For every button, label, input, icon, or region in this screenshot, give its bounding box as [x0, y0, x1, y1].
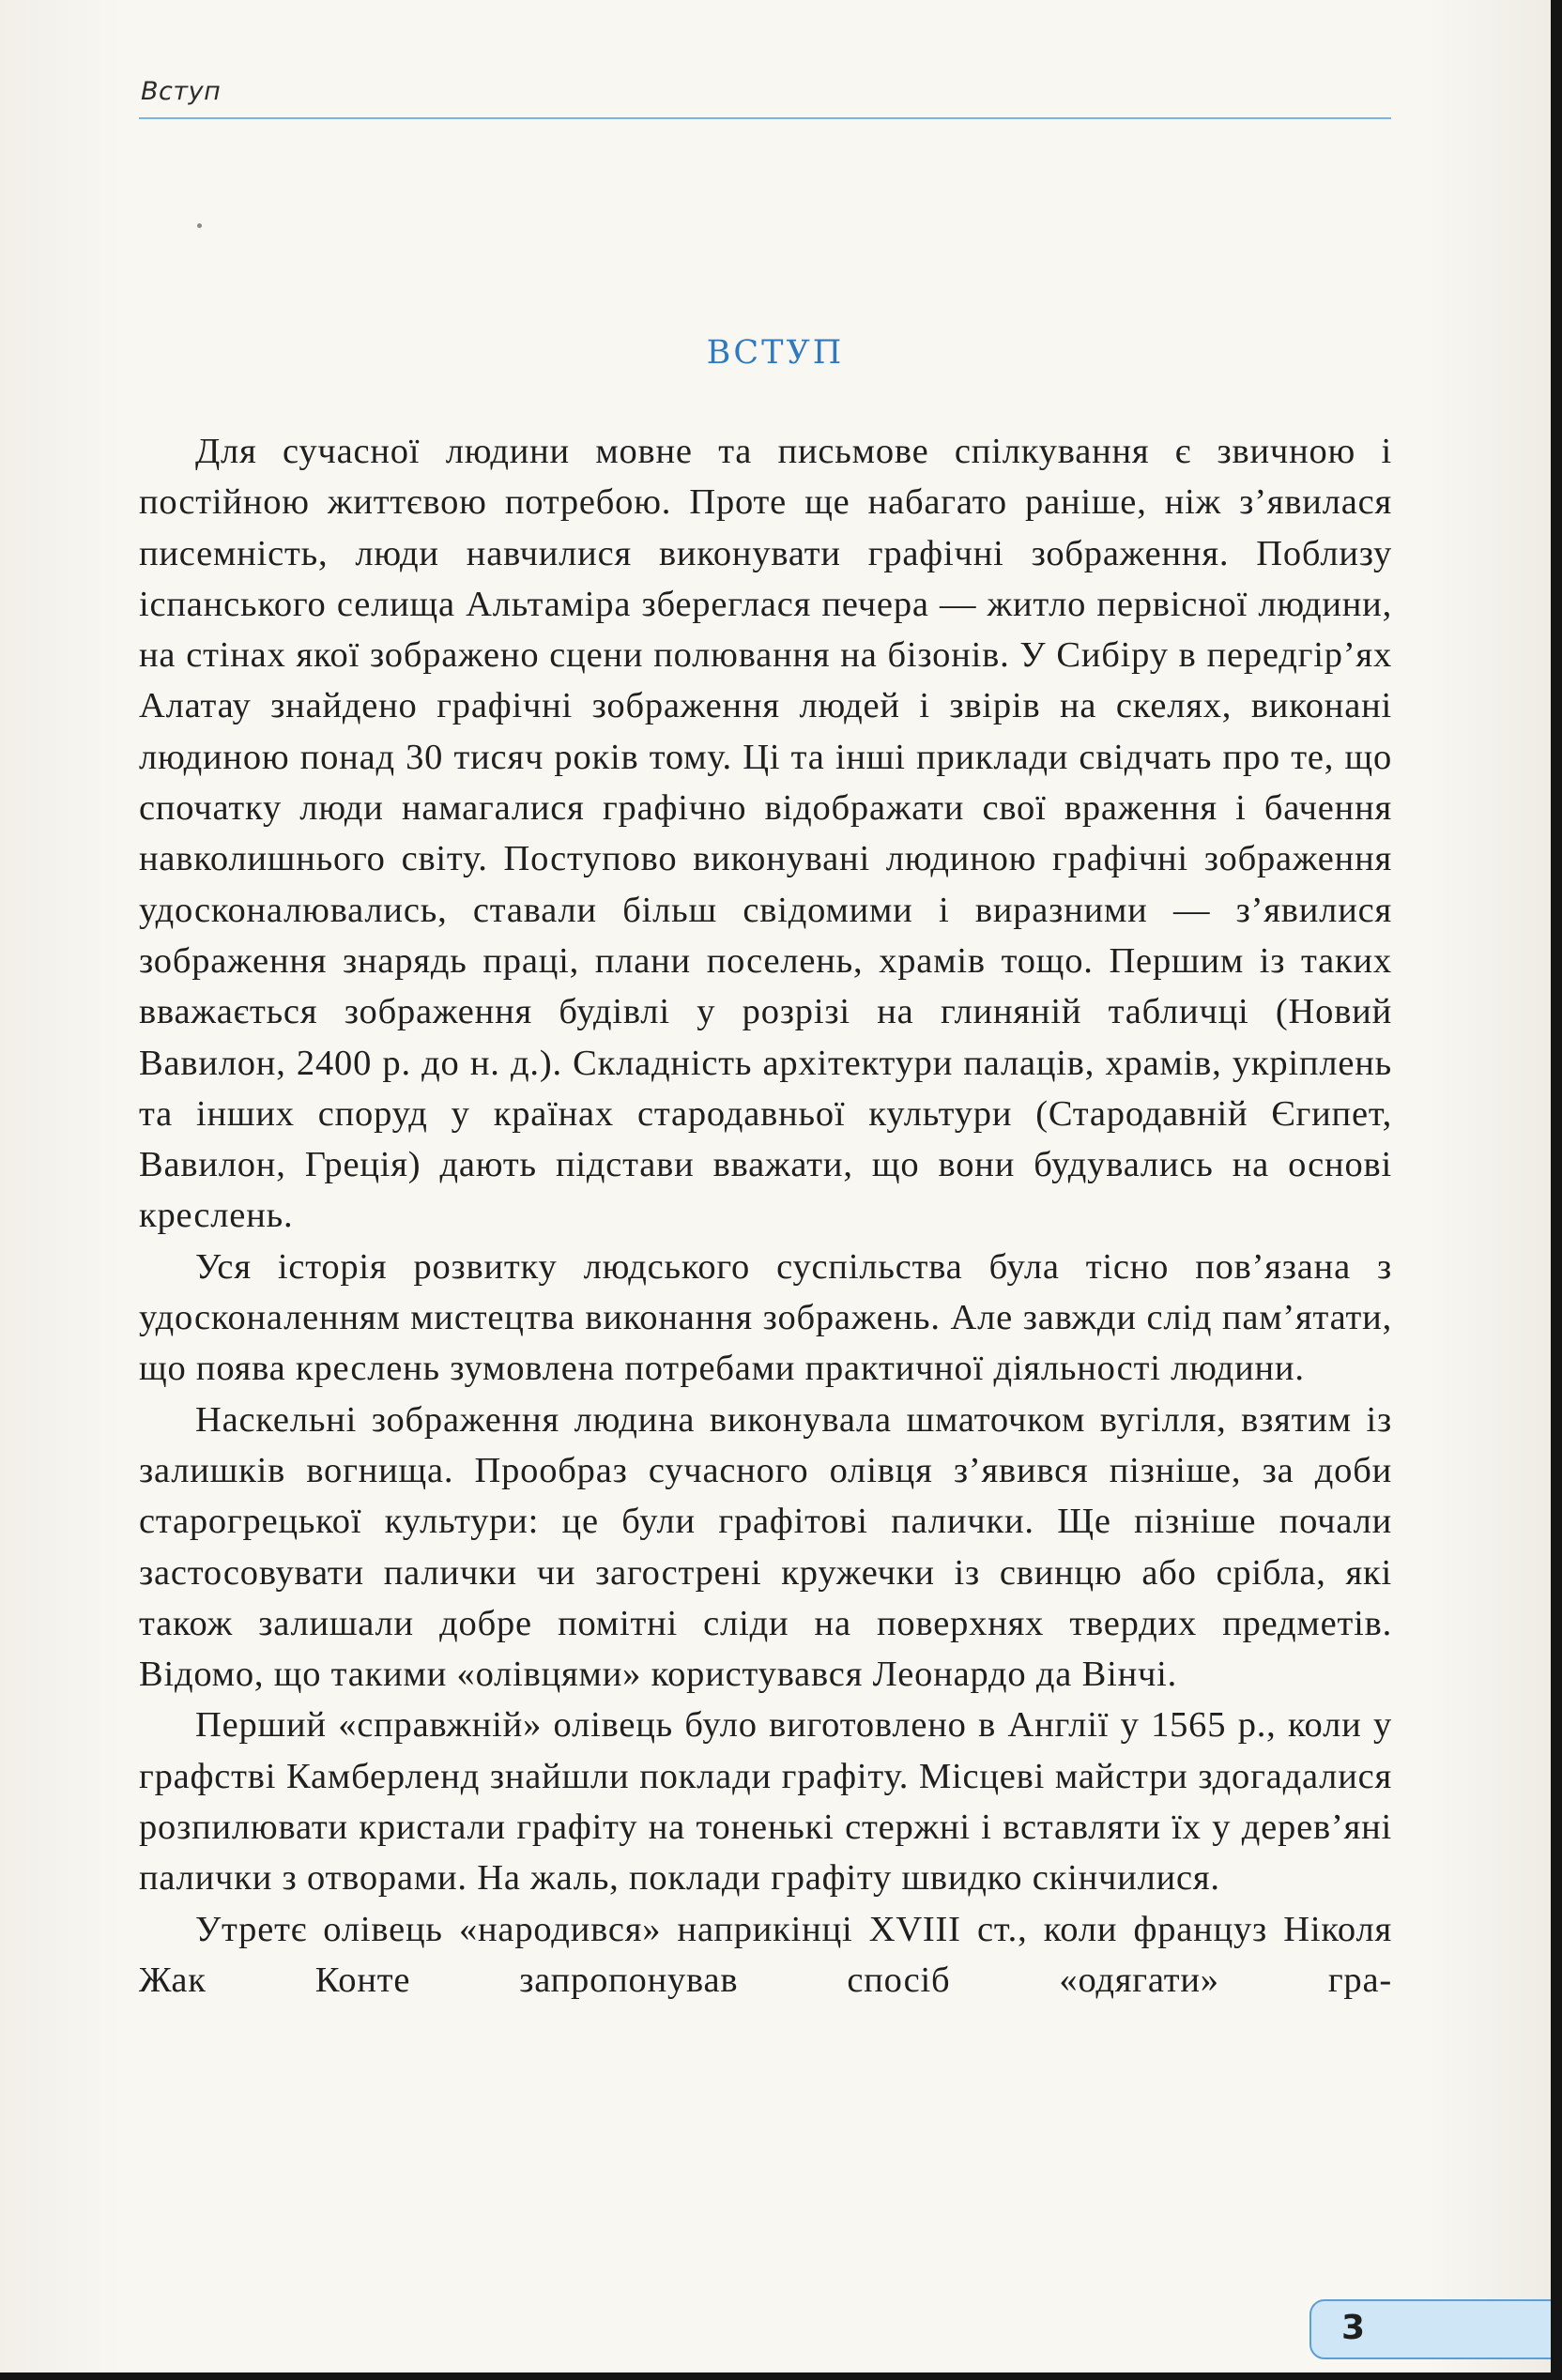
chapter-title: ВСТУП — [706, 334, 845, 372]
paper-speck — [197, 223, 202, 228]
running-head: Вступ — [141, 77, 222, 106]
paragraph: Уся історія розвитку людського суспільства була тісно пов’язана з удосконаленням мистецтва виконання зображень. Але завжди слід пам’ятати, що поява креслень зумовлена потребами практичної діяльності людини. — [139, 1246, 1392, 1389]
header-rule — [139, 117, 1391, 119]
paragraph: Утретє олівець «народився» наприкінці XVIII ст., коли француз Ніколя Жак Конте запропонував спосіб «одягати» гра- — [139, 1909, 1392, 2000]
paragraph: Наскельні зображення людина виконувала шматочком вугілля, взятим із залишків вогнища. Прообраз сучасного олівця з’явився пізніше, за доби старогрецької культури: це були графітові палички. Ще пізніше почали застосовувати палички чи загострені кружечки із свинцю або срібла, які також залишали добре помітні сліди на поверхнях твердих предметів. Відомо, що такими «олівцями» користувався Леонардо да Вінчі. — [139, 1399, 1392, 1695]
paragraph: Для сучасної людини мовне та письмове спілкування є звичною і постійною життєвою потребою. Проте ще набагато раніше, ніж з’явилася писемність, люди навчилися виконувати графічні зображення. Поблизу іспанського селища Альтаміра збереглася печера — житло первісної людини, на стінах якої зображено сцени полювання на бізонів. У Сибіру в передгір’ях Алатау знайдено графічні зображення людей і звірів на скелях, виконані людиною понад 30 тисяч років тому. Ці та інші приклади свідчать про те, що спочатку люди намагалися графічно відображати свої враження і бачення навколишнього світу. Поступово виконувані людиною графічні зображення удосконалювались, ставали більш свідомими і виразними — з’явилися зображення знарядь праці, плани поселень, храмів тощо. Першим із таких вважається зображення будівлі у розрізі на глиняній табличці (Новий Вавилон, 2400 р. до н. д.). Складність архітектури палаців, храмів, укріплень та інших споруд у країнах стародавньої культури (Стародавній Єгипет, Вавилон, Греція) дають підстави вважати, що вони будувались на основі креслень. — [139, 432, 1392, 1236]
page-number: 3 — [1341, 2309, 1366, 2347]
page-number-tab — [1309, 2299, 1551, 2359]
paragraph: Перший «справжній» олівець було виготовлено в Англії у 1565 р., коли у графстві Камберленд знайшли поклади графіту. Місцеві майстри здогадалися розпилювати кристали графіту на тоненькі стержні і вставляти їх у дерев’яні палички з отворами. На жаль, поклади графіту швидко скінчилися. — [139, 1705, 1392, 1899]
body-text — [139, 426, 1392, 2006]
